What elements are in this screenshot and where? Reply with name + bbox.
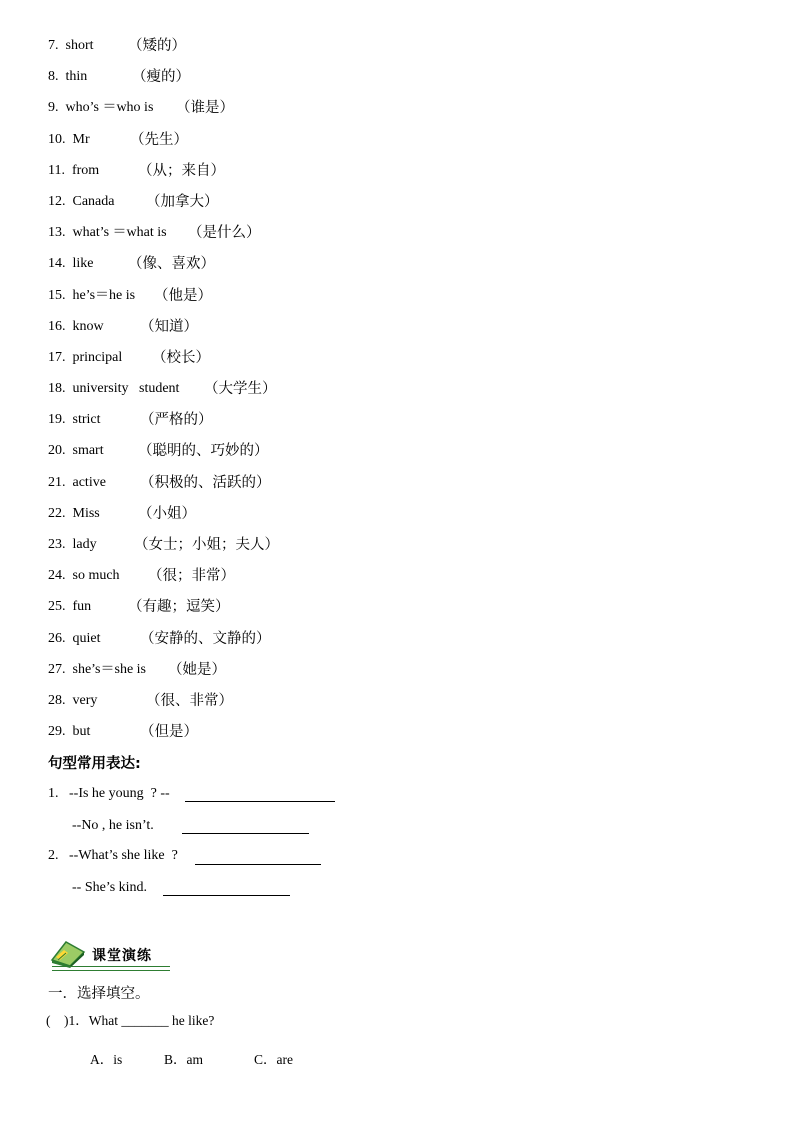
vocab-item <box>48 440 748 471</box>
answer-blank-2[interactable] <box>182 833 309 834</box>
sentence-patterns-heading: 句型常用表达: <box>48 756 141 772</box>
vocab-item <box>48 721 748 752</box>
vocab-english: 10. Mr <box>48 131 90 147</box>
vocab-english: 9. who’s ＝who is <box>48 100 154 116</box>
vocabulary-list <box>48 35 748 752</box>
option-c[interactable]: C．are <box>254 1052 293 1067</box>
vocab-chinese: （她是） <box>168 661 226 678</box>
vocab-item <box>48 409 748 440</box>
vocab-english: 17. principal <box>48 349 123 365</box>
vocab-chinese: （加拿大） <box>146 193 219 210</box>
vocab-item <box>48 316 748 347</box>
vocab-item <box>48 35 748 66</box>
option-b[interactable]: B．am <box>164 1052 203 1067</box>
vocab-chinese: （但是） <box>140 724 198 741</box>
question-1: ( )1．What _______ he like? <box>46 1013 215 1028</box>
vocab-item <box>48 596 748 627</box>
vocab-item <box>48 97 748 128</box>
vocab-english: 8. thin <box>48 69 88 85</box>
vocab-chinese: （知道） <box>140 318 198 335</box>
vocab-item <box>48 534 748 565</box>
vocab-item <box>48 565 748 596</box>
vocab-chinese: （有趣；逗笑） <box>128 599 230 616</box>
vocab-chinese: （积极的、活跃的） <box>140 474 271 491</box>
vocab-item <box>48 628 748 659</box>
vocab-item <box>48 347 748 378</box>
vocab-item <box>48 66 748 97</box>
vocab-item <box>48 285 748 316</box>
option-a[interactable]: A．is <box>90 1052 123 1067</box>
vocab-item <box>48 472 748 503</box>
vocab-item <box>48 129 748 160</box>
vocab-chinese: （大学生） <box>204 381 277 398</box>
sentence-1-answer: --No , he isn’t. <box>72 818 154 833</box>
exercise-title: 一．选择填空。 <box>48 986 150 1002</box>
vocab-chinese: （严格的） <box>140 412 213 429</box>
vocab-english: 29. but <box>48 724 91 740</box>
vocab-english: 19. strict <box>48 412 101 428</box>
vocab-english: 12. Canada <box>48 193 115 209</box>
vocab-english: 15. he’s＝he is <box>48 287 136 303</box>
vocab-item <box>48 222 748 253</box>
vocab-english: 21. active <box>48 474 106 490</box>
vocab-chinese: （从；来自） <box>138 162 225 179</box>
vocab-chinese: （小姐） <box>138 505 196 522</box>
vocab-english: 20. smart <box>48 443 104 459</box>
section-label-classroom-practice: 课堂演练 <box>92 948 152 964</box>
vocab-english: 25. fun <box>48 599 92 615</box>
vocab-chinese: （女士；小姐；夫人） <box>134 537 279 553</box>
answer-blank-1[interactable] <box>185 801 335 802</box>
vocab-chinese: （矮的） <box>128 38 186 54</box>
vocab-chinese: （安静的、文静的） <box>140 630 271 647</box>
vocab-english: 13. what’s ＝what is <box>48 225 167 241</box>
answer-blank-4[interactable] <box>163 895 290 896</box>
answer-blank-3[interactable] <box>195 864 321 865</box>
vocab-english: 7. short <box>48 38 94 53</box>
section-underline <box>52 966 170 971</box>
sentence-2-question: 2. --What’s she like ? <box>48 848 178 863</box>
vocab-item <box>48 160 748 191</box>
vocab-english: 26. quiet <box>48 630 101 646</box>
vocab-item <box>48 690 748 721</box>
vocab-chinese: （先生） <box>130 131 188 148</box>
sentence-1-question: 1. --Is he young ? -- <box>48 786 170 801</box>
vocab-english: 27. she’s＝she is <box>48 661 146 677</box>
vocab-chinese: （校长） <box>152 349 210 366</box>
vocab-chinese: （聪明的、巧妙的） <box>138 443 269 460</box>
vocab-english: 28. very <box>48 692 98 708</box>
vocab-chinese: （很；非常） <box>148 568 235 585</box>
vocab-english: 22. Miss <box>48 505 100 521</box>
vocab-english: 18. university student <box>48 381 180 397</box>
vocab-item <box>48 253 748 284</box>
vocab-chinese: （谁是） <box>176 100 234 117</box>
vocab-chinese: （他是） <box>154 287 212 304</box>
vocab-english: 11. from <box>48 162 100 178</box>
vocab-chinese: （像、喜欢） <box>128 256 215 273</box>
sentence-2-answer: -- She’s kind. <box>72 880 148 895</box>
vocab-chinese: （瘦的） <box>132 69 190 86</box>
vocab-item <box>48 503 748 534</box>
book-icon <box>50 938 88 968</box>
vocab-english: 14. like <box>48 256 94 272</box>
vocab-item <box>48 378 748 409</box>
vocab-english: 23. lady <box>48 537 97 552</box>
vocab-english: 16. know <box>48 318 104 334</box>
vocab-item <box>48 191 748 222</box>
vocab-chinese: （很、非常） <box>146 692 233 709</box>
vocab-item <box>48 659 748 690</box>
vocab-chinese: （是什么） <box>188 225 261 242</box>
vocab-english: 24. so much <box>48 568 120 584</box>
